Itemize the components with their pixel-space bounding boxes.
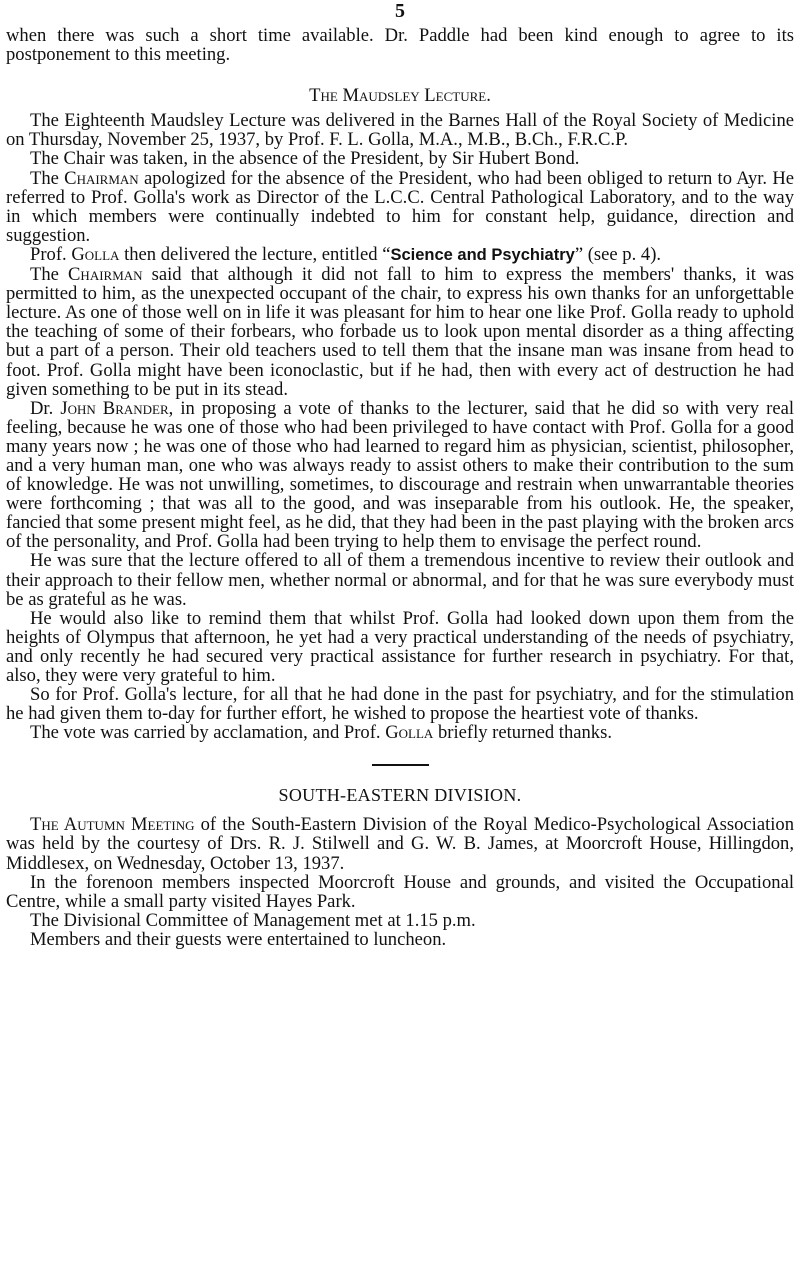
text-body: then delivered the lecture, entitled “ xyxy=(124,243,391,265)
text-body: , in proposing a vote of thanks to the lecturer, said that he did so with very real feeling, because he was one of those who had been privileged to have contact with Prof. Golla for a good many years now ; he was one of those who had learned to regard him as physician, scientist, philosopher, and a very human man, one who was always ready to assist others to make their contribution to the sum of knowledge. He was not unwilling, sometimes, to discourage and restrain when unwarrantable theories were forthcoming ; that was all to the good, and was inseparable from his outlook. He, the speaker, fancied that some present might feel, as he did, that they had been in the past playing with the broken arcs of the personality, and Prof. Golla had been trying to help them to envisage the perfect round. xyxy=(6,397,795,553)
text-body: of the South-Eastern Division of the Royal Medico-Psychological Association was held by the courtesy of Drs. R. J. Stilwell and G. W. B. James, at Moorcroft House, Hillingdon, Middlesex, on Wednesday, October 13, 1937. xyxy=(6,814,794,874)
south-eastern-paragraph-2: In the forenoon members inspected Moorcroft House and grounds, and visited the Occupational Centre, while a small party visited Hayes Park. xyxy=(6,871,794,912)
divider-rule xyxy=(372,764,429,766)
maudsley-paragraph-9: So for Prof. Golla's lecture, for all that he had done in the past for psychiatry, and for the stimulation he had given them to-day for further effort, he wished to propose the heartiest vote of thanks. xyxy=(6,684,794,725)
maudsley-paragraph-5 xyxy=(6,265,794,399)
text-body: ” (see p. 4). xyxy=(574,243,662,265)
text-lead: Dr. xyxy=(30,397,54,419)
section-divider xyxy=(6,742,794,786)
text-body: briefly returned thanks. xyxy=(437,722,612,744)
text-lead: The xyxy=(30,264,59,286)
text-lead: The vote was carried by acclamation, and Prof. xyxy=(30,722,381,744)
maudsley-paragraph-8: He would also like to remind them that whilst Prof. Golla had looked down upon them from the heights of Olympus that afternoon, he yet had a very practical understanding of the needs of psychiatry, and only recently he had secured very practical assistance for further research in psychiatry. For that, also, they were very grateful to him. xyxy=(6,607,794,686)
south-eastern-paragraph-4: Members and their guests were entertained to luncheon. xyxy=(30,928,447,950)
maudsley-paragraph-2: The Chair was taken, in the absence of the President, by Sir Hubert Bond. xyxy=(30,148,580,170)
maudsley-paragraph-4 xyxy=(6,245,794,265)
lecture-title: Science and Psychiatry xyxy=(390,245,575,264)
speaker-name: Golla xyxy=(385,722,434,744)
speaker-name: Chairman xyxy=(64,167,139,189)
text-body: apologized for the absence of the President, who had been obliged to return to Ayr. He referred to Prof. Golla's work as Director of the L.C.C. Central Pathological Laboratory, and to the way in which members were continually indebted to him for constant help, guidance, direction and suggestion. xyxy=(6,167,794,246)
maudsley-paragraph-7: He was sure that the lecture offered to all of them a tremendous incentive to review their outlook and their approach to their fellow men, whether normal or abnormal, and for that he was sure everybody must be as grateful as he was. xyxy=(6,550,794,610)
text-lead: Prof. xyxy=(30,243,67,265)
maudsley-paragraph-10 xyxy=(6,723,794,742)
text-lead: The xyxy=(30,167,59,189)
section-heading-south-eastern: SOUTH-EASTERN DIVISION. xyxy=(278,785,522,806)
south-eastern-paragraph-1 xyxy=(6,815,794,872)
speaker-name: Chairman xyxy=(68,264,143,286)
section-heading-maudsley: The Maudsley Lecture. xyxy=(309,85,491,107)
spacer xyxy=(6,64,794,86)
document-page xyxy=(6,0,794,1272)
text-body: said that although it did not fall to him to express the members' thanks, it was permitted to him, as the unexpected occupant of the chair, to express his own thanks for an unforgettable lecture. As one of those well on in life it was pleasant for him to hear one like Prof. Golla ready to uphold the teaching of some of their forbears, who forbade us to look upon mental disorder as a thing affecting but a part of a person. Their old teachers used to tell them that the insane man was insane from head to foot. Prof. Golla might have been iconoclastic, but if he had, then with every act of destruction he had given something to be put in its stead. xyxy=(6,264,794,400)
page-number: 5 xyxy=(395,0,405,22)
maudsley-paragraph-6 xyxy=(6,399,794,552)
continuation-paragraph: when there was such a short time available. Dr. Paddle had been kind enough to agree to its postponement to this meeting. xyxy=(6,25,794,66)
speaker-name: John Brander xyxy=(60,397,169,419)
maudsley-paragraph-1: The Eighteenth Maudsley Lecture was delivered in the Barnes Hall of the Royal Society of Medicine on Thursday, November 25, 1937, by Prof. F. L. Golla, M.A., M.B., B.Ch., F.R.C.P. xyxy=(6,110,794,151)
meeting-name: The Autumn Meeting xyxy=(30,814,195,836)
maudsley-paragraph-3 xyxy=(6,169,794,245)
speaker-name: Golla xyxy=(71,243,120,265)
south-eastern-paragraph-3: The Divisional Committee of Management met at 1.15 p.m. xyxy=(30,909,476,931)
